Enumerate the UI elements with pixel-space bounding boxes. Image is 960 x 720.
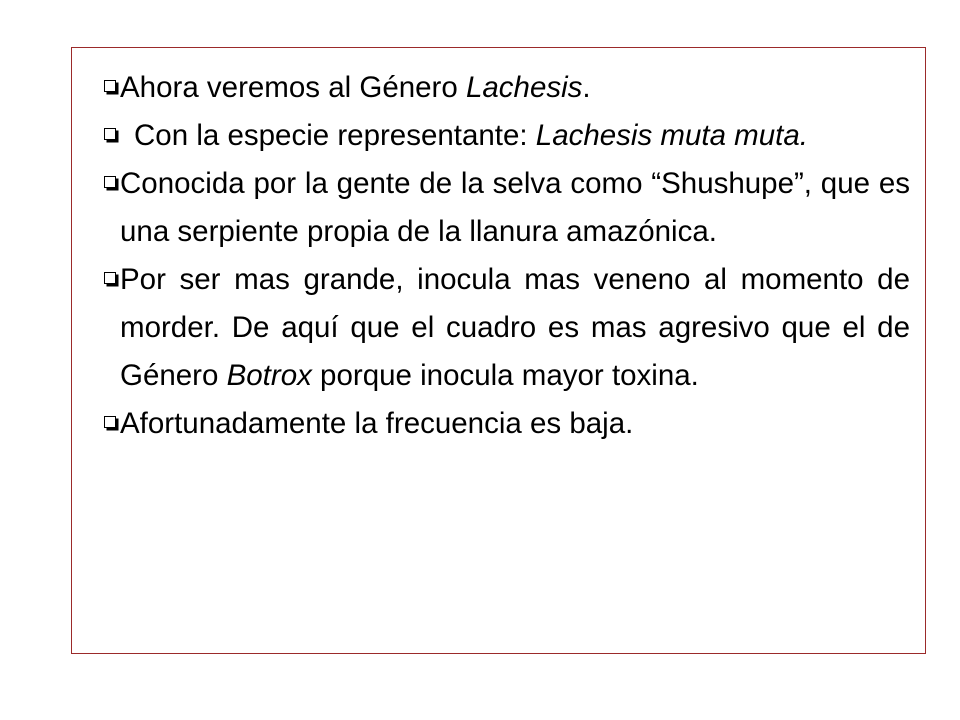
- bullet-item-shushupe: [104, 160, 910, 256]
- bullet-item-veneno: [104, 256, 910, 400]
- bullet-text: porque inocula mayor toxina.: [311, 359, 699, 392]
- genus-name-italic: Botrox: [226, 359, 312, 392]
- bullet-list: [104, 64, 910, 448]
- bullet-text: Conocida por la gente de la selva como “Shushupe”, que es una serpiente propia de la llanura amazónica.: [120, 167, 910, 248]
- bullet-text: Con la especie representante:: [134, 119, 536, 152]
- hollow-square-bullet-icon: [104, 272, 116, 284]
- hollow-square-bullet-icon: [104, 416, 116, 428]
- bullet-item-especie-representante: [104, 112, 910, 160]
- bullet-text: .: [582, 71, 591, 104]
- species-name-italic: Lachesis muta muta.: [535, 119, 808, 152]
- bullet-text: Afortunadamente la frecuencia es baja.: [120, 407, 634, 440]
- bullet-text: Ahora veremos al Género: [120, 71, 466, 104]
- bullet-item-genero-lachesis: [104, 64, 910, 112]
- hollow-square-bullet-icon: [104, 80, 116, 92]
- bullet-item-frecuencia: [104, 400, 910, 448]
- genus-name-italic: Lachesis: [465, 71, 583, 104]
- bullet-text: Por ser mas grande, inocula mas veneno al momento de morder. De aquí que el cuadro es mas agresivo que el de Género: [120, 263, 910, 392]
- hollow-square-bullet-icon: [104, 128, 116, 140]
- hollow-square-bullet-icon: [104, 176, 116, 188]
